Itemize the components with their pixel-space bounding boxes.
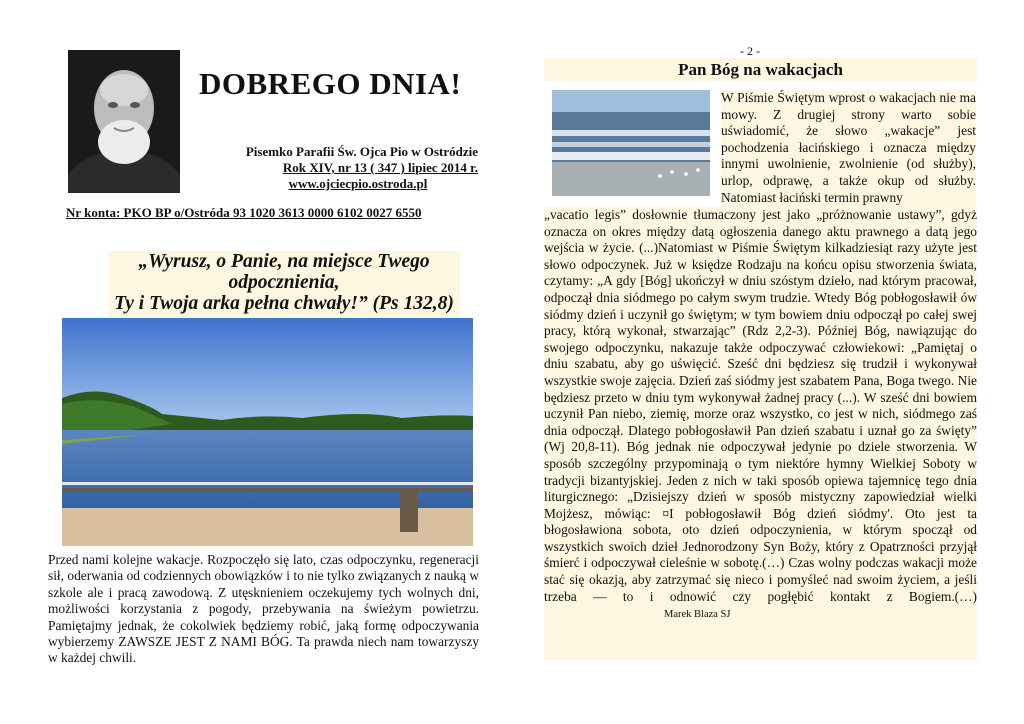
quote-line-2: odpocznienia, [228, 272, 340, 293]
intro-paragraph: Przed nami kolejne wakacje. Rozpoczęło się lato, czas odpoczynku, regeneracji sił, oderwania od codziennych obowiązków i to nie tylko związanych z nauką w szkole ale i pracą zawodową. Z utęsknieniem oczekujemy tych wolnych dni, możliwości korzystania z pogody, przebywania na świeżym powietrzu. Pamiętajmy jednak, że cokolwiek będziemy robić, jaką formę odpoczywania wybierzemy ZAWSZE JEST Z NAMI BÓG. Ta prawda niech nam towarzyszy w każdej chwili. [48, 552, 479, 666]
seashore-photo [552, 90, 710, 196]
scripture-quote [108, 251, 460, 318]
masthead-info [198, 144, 478, 192]
lake-photo [62, 318, 473, 546]
portrait-photo [68, 50, 180, 193]
article-body [544, 207, 977, 660]
quote-line-3: Ty i Twoja arka pełna chwały!” (Ps 132,8) [114, 293, 454, 314]
newsletter-title: DOBREGO DNIA! [199, 66, 462, 101]
article-author: Marek Blaza SJ [664, 609, 731, 621]
article-body-text: „vacatio legis” dosłownie tłumaczony jest jako „próżnowanie ustawy”, gdyż oznacza on okres między datą ogłoszenia danego aktu prawnego a datą jego wejścia w życie. (...)Natomiast w Piśmie Świętym kilkadziesiąt razy użyte jest słowo odpoczynek. Już w księdze Rodzaju na końcu opisu stworzenia świata, czytamy: „A gdy [Bóg] ukończył w dniu szóstym dzieło, nad którym pracował, odpoczął dnia siódmego po całym swym trudzie. Wtedy Bóg pobłogosławił ów siódmy dzień i uczynił go świętym; w tym bowiem dniu odpoczął po całej swej pracy, którą wykonał, stwarzając” (Rdz 2,2-3). Później Bóg, nawiązując do swojego odpoczynku, nakazuje także odpoczywać człowiekowi: „Pamiętaj o dniu szabatu, aby go uświęcić. Sześć dni będziesz się trudził i wykonywał wszystkie swoje zajęcia. Dzień zaś siódmy jest szabatem Pana, Boga twego. Nie będziesz przeto w dniu tym wykonywał żadnej pracy (...). W sześć dni bowiem uczynił Pan niebo, ziemię, morze oraz wszystko, co jest w nich, siódmego zaś dnia odpoczął. Dlatego pobłogosławił Pan dzień szabatu i uznał go za święty” (Wj 20,8-11). Bóg jednak nie odpoczywał jedynie po dziele stworzenia. W sposób szczególny przypominają o tym niektóre hymny Wielkiej Soboty w tradycji bizantyjskiej. Jeden z nich w taki sposób opiewa tajemnicę tego dnia liturgicznego: „Dzisiejszy dzień w sposób mistyczny zapowiedział wielki Mojżesz, mówiąc: ¤I pobłogosławił Bóg dzień siódmy'. Oto jest ta błogosławiona sobota, oto dzień odpoczynienia, w którym spoczął od wszystkich swoich dzieł Jednorodzony Syn Boży, który z Opatrzności przyjął śmierć i odpoczywał cieleśnie w sobotę.(…) Czas wolny podczas wakacji może stać się okazją, aby zatrzymać się nieco i pomyśleć nad swoim życiem, a jeśli trzeba — to i odnowić czy pogłębić kontakt z Bogiem.(…) [544, 207, 977, 604]
website-link[interactable]: www.ojciecpio.ostroda.pl [288, 176, 428, 191]
article-title: Pan Bóg na wakacjach [544, 58, 977, 81]
quote-line-1: „Wyrusz, o Panie, na miejsce Twego [138, 251, 430, 272]
bank-account-line: Nr konta: PKO BP o/Ostróda 93 1020 3613 0000 6102 0027 6550 [66, 205, 422, 220]
parish-line: Pisemko Parafii Św. Ojca Pio w Ostródzie [245, 144, 478, 159]
issue-line: Rok XIV, nr 13 ( 347 ) lipiec 2014 r. [282, 160, 478, 175]
page-number: - 2 - [740, 44, 760, 58]
article-side-text: W Piśmie Świętym wprost o wakacjach nie ma mowy. Z drugiej strony warto sobie uświadomić, że słowo „wakacje” jest pochodzenia łacińskiego i oznacza między innymi uwolnienie, zwolnienie (od służby), urlop, odprawę, a także okup od służby. Natomiast łaciński termin prawny [721, 90, 976, 207]
